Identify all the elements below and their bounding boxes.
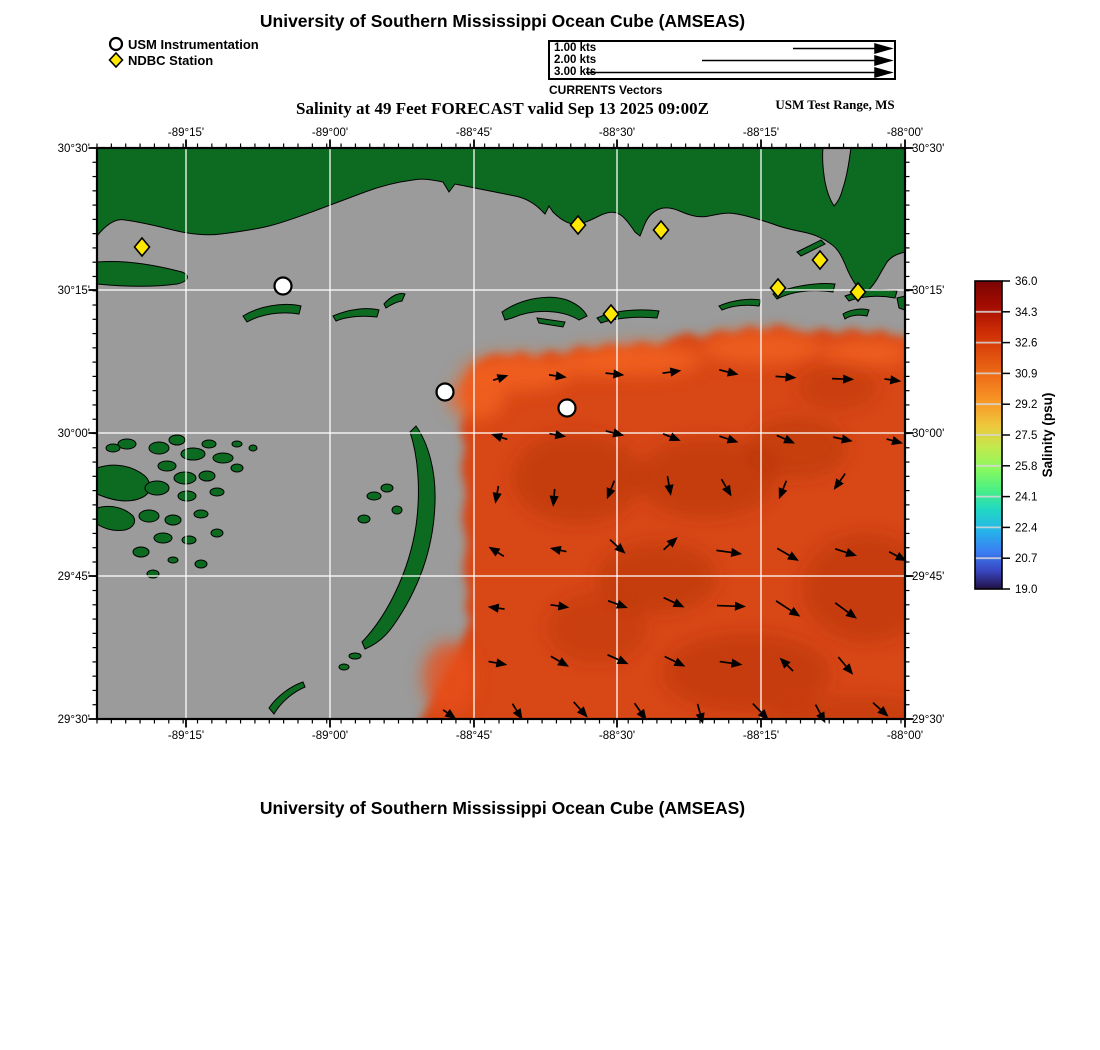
colorbar-tick-label: 25.8 <box>1015 460 1038 473</box>
axis-tick-label: -88°15' <box>742 730 780 742</box>
colorbar-tick-label: 20.7 <box>1015 553 1038 566</box>
currents-caption: CURRENTS Vectors <box>549 83 663 97</box>
arrow-3kt <box>875 68 891 77</box>
colorbar-tick-label: 32.6 <box>1015 337 1038 350</box>
legend-item-ndbc <box>108 52 259 68</box>
legend-label: NDBC Station <box>128 52 214 68</box>
salinity-field <box>420 324 947 751</box>
axis-tick-label: 29°30' <box>57 714 90 726</box>
test-range-label: USM Test Range, MS <box>775 97 895 112</box>
axis-tick-label: -88°00' <box>886 127 924 139</box>
axis-tick-label: 30°30' <box>57 143 90 155</box>
colorbar <box>975 276 1055 596</box>
current-vector-tail <box>551 605 559 606</box>
axis-tick-label: 30°15' <box>57 285 90 297</box>
axis-tick-label: 30°00' <box>57 428 90 440</box>
colorbar-tick-label: 34.3 <box>1015 306 1038 319</box>
ndbc-diamond-icon <box>108 52 125 68</box>
islet <box>358 515 370 523</box>
usm-station-marker <box>275 278 292 295</box>
bottom-title: University of Southern Mississippi Ocean Cube (AMSEAS) <box>259 798 746 818</box>
currents-scale-label: 1.00 kts <box>554 42 597 54</box>
axis-tick-label: 29°30' <box>912 714 945 726</box>
usm-station-marker <box>437 384 454 401</box>
legend-label: USM Instrumentation <box>128 36 259 52</box>
islet <box>381 484 393 492</box>
current-vector-tail <box>549 434 555 435</box>
axis-tick-label: -88°45' <box>455 730 493 742</box>
axis-tick-label: -88°30' <box>598 730 636 742</box>
current-vector-tail <box>499 608 505 609</box>
forecast-subtitle: Salinity at 49 Feet FORECAST valid Sep 13 2025 09:00Z <box>296 99 709 118</box>
current-vector-tail <box>549 375 556 376</box>
colorbar-title: Salinity (psu) <box>1040 392 1055 478</box>
colorbar-tick-label: 22.4 <box>1015 522 1038 535</box>
colorbar-tick-label: 27.5 <box>1015 430 1038 442</box>
colorbar-tick-label: 36.0 <box>1015 276 1038 288</box>
currents-scale-label: 3.00 kts <box>554 66 597 78</box>
current-vector-tail <box>776 376 786 377</box>
current-vector-tail <box>717 606 735 607</box>
axis-tick-label: -89°00' <box>311 127 349 139</box>
legend-item-usm <box>108 36 259 52</box>
current-vector-tail <box>605 373 613 374</box>
axis-tick-label: 30°15' <box>912 285 945 297</box>
usm-station-marker <box>559 400 576 417</box>
station-legend <box>108 36 259 68</box>
axis-tick-label: -88°45' <box>455 127 493 139</box>
colorbar-tick-label: 19.0 <box>1015 584 1038 596</box>
map-area <box>97 148 947 751</box>
usm-circle-icon <box>108 36 125 52</box>
islet <box>339 664 349 670</box>
currents-scale-box <box>548 40 896 80</box>
colorbar-tick-label: 30.9 <box>1015 368 1038 381</box>
axis-tick-label: 30°30' <box>912 143 945 155</box>
axis-tick-label: -88°30' <box>598 127 636 139</box>
current-vector-tail <box>497 486 498 493</box>
axis-tick-label: -88°15' <box>742 127 780 139</box>
arrow-1kt <box>875 44 891 53</box>
current-vector-tail <box>884 379 890 380</box>
axis-tick-label: 29°45' <box>57 571 90 583</box>
arrow-2kt <box>875 56 891 65</box>
currents-scale-arrows <box>550 42 894 78</box>
islet <box>367 492 381 500</box>
current-vector-tail <box>663 372 671 373</box>
current-vector-tail <box>554 489 555 496</box>
axis-tick-label: -89°15' <box>167 730 205 742</box>
page-title: University of Southern Mississippi Ocean Cube (AMSEAS) <box>259 11 746 31</box>
colorbar-tick-label: 24.1 <box>1015 491 1038 504</box>
islet <box>392 506 402 514</box>
axis-tick-label: -89°00' <box>311 730 349 742</box>
islet <box>349 653 361 659</box>
colorbar-tick-label: 29.2 <box>1015 399 1038 412</box>
currents-scale-label: 2.00 kts <box>554 54 597 66</box>
axis-tick-label: -88°00' <box>886 730 924 742</box>
axis-tick-label: 30°00' <box>912 428 945 440</box>
axis-tick-label: -89°15' <box>167 127 205 139</box>
axis-tick-label: 29°45' <box>912 571 945 583</box>
